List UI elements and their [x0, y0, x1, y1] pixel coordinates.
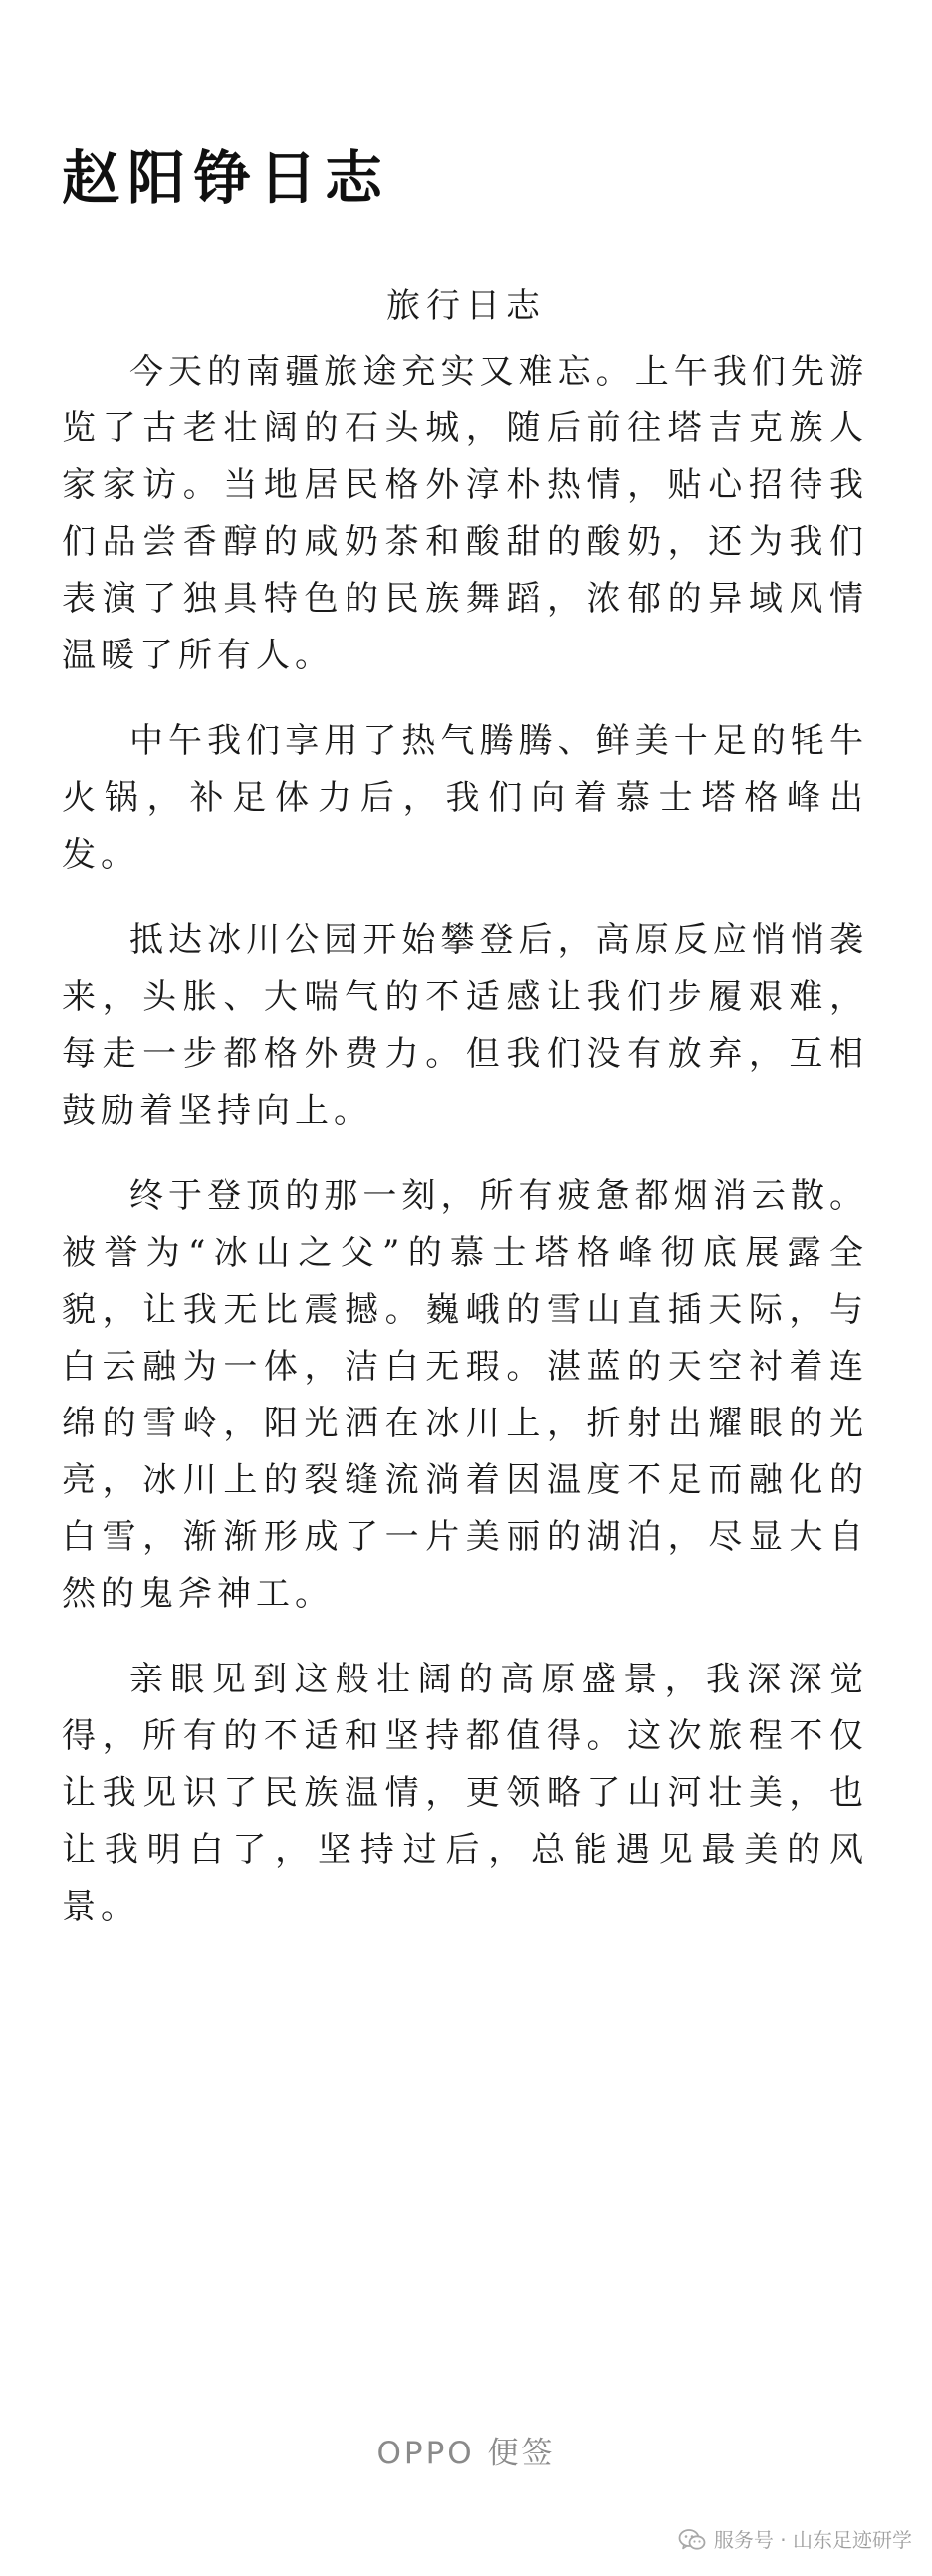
wechat-icon: [678, 2528, 706, 2552]
entry-body: [62, 344, 868, 1964]
app-footer-label: OPPO 便签: [376, 2436, 556, 2471]
paragraph: 亲眼见到这般壮阔的高原盛景，我深深觉得，所有的不适和坚持都值得。这次旅程不仅让我见识了民族温情，更领略了山河壮美，也让我明白了，坚持过后，总能遇见最美的风景。: [62, 1660, 868, 1927]
paragraph: 抵达冰川公园开始攀登后，高原反应悄悄袭来，头胀、大喘气的不适感让我们步履艰难，每走一步都格外费力。但我们没有放弃，互相鼓励着坚持向上。: [62, 920, 868, 1131]
paragraph: 今天的南疆旅途充实又难忘。上午我们先游览了古老壮阔的石头城，随后前往塔吉克族人家家访。当地居民格外淳朴热情，贴心招待我们品尝香醇的咸奶茶和酸甜的酸奶，还为我们表演了独具特色的民族舞蹈，浓郁的异域风情温暖了所有人。: [62, 352, 868, 675]
note-title: 赵阳铮日志: [62, 144, 391, 212]
paragraph: 终于登顶的那一刻，所有疲惫都烟消云散。被誉为“冰山之父”的慕士塔格峰彻底展露全貌，让我无比震撼。巍峨的雪山直插天际，与白云融为一体，洁白无瑕。湛蓝的天空衬着连绵的雪岭，阳光洒在冰川上，折射出耀眼的光亮，冰川上的裂缝流淌着因温度不足而融化的白雪，渐渐形成了一片美丽的湖泊，尽显大自然的鬼斧神工。: [62, 1176, 868, 1614]
watermark-text: 服务号 · 山东足迹研学: [713, 2528, 912, 2552]
watermark: [678, 2528, 912, 2552]
entry-heading: 旅行日志: [386, 286, 546, 326]
paragraph: 中午我们享用了热气腾腾、鲜美十足的牦牛火锅，补足体力后，我们向着慕士塔格峰出发。: [62, 721, 868, 875]
